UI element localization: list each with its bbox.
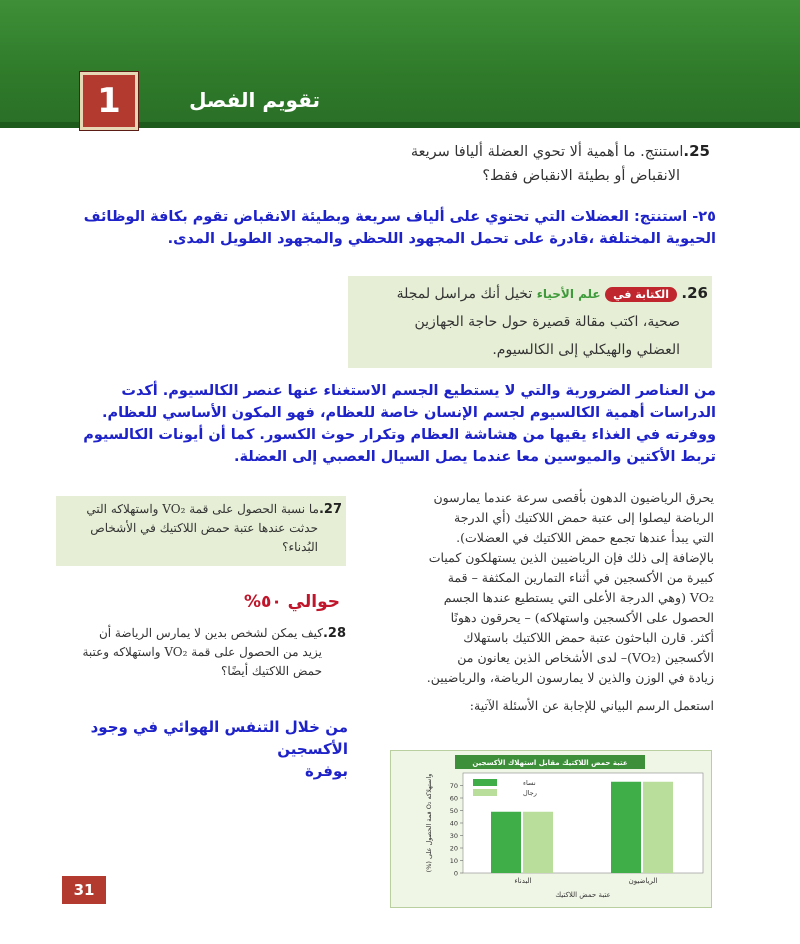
legend-label: رجال <box>523 789 537 797</box>
question-27-line1: 27.ما نسبة الحصول على قمة VO₂ واستهلاكه التي <box>86 502 342 517</box>
question-28-line3: حمض اللاكتيك أيضًا؟ <box>220 664 322 678</box>
x-tick-label: الرياضيون <box>628 877 658 885</box>
y-tick-label: 40 <box>449 819 458 828</box>
answer-26-line3: ووفرته في الغذاء يقيها من هشاشة العظام وتكرار حوث الكسور. كما أن أيونات الكالسيوم <box>83 427 716 443</box>
y-tick-label: 10 <box>449 857 458 865</box>
answer-26 <box>60 380 716 468</box>
question-26-line1: 26. الكتابة في علم الأحياء تخيل أنك مراسل لمجلة <box>396 284 708 302</box>
answer-25-line2: الحيوية المختلفة ،قادرة على تحمل المجهود اللحظي والمجهود الطويل المدى. <box>167 231 716 247</box>
question-25-line2: الانقباض أو بطيئة الانقباض فقط؟ <box>482 168 680 184</box>
question-27 <box>60 500 342 557</box>
bar-men <box>523 812 553 873</box>
passage-line3: التي يبدأ عندها تجمع حمض اللاكتيك في العضلات). <box>456 530 714 545</box>
passage-line4: بالإضافة إلى ذلك فإن الرياضيين الذين يستهلكون كميات <box>428 550 714 565</box>
answer-25 <box>18 206 716 250</box>
answer-28 <box>18 716 348 782</box>
legend-swatch <box>473 779 497 786</box>
question-27-number: 27. <box>318 502 342 517</box>
passage-line5: كبيرة من الأكسجين في أثناء التمارين المكثفة – قمة <box>447 570 714 585</box>
chart-title: عتبة حمض اللاكتيك مقابل استهلاك الأكسجين <box>472 759 628 767</box>
bar-men <box>643 782 673 873</box>
y-tick-label: 60 <box>449 794 458 803</box>
lactic-threshold-chart <box>390 750 712 908</box>
y-axis-label: (%) قمة الحصول على O₂ واستهلاكه <box>425 773 433 873</box>
y-tick-label: 30 <box>449 832 458 840</box>
legend-swatch <box>473 789 497 796</box>
question-27-line2: حدثت عندها عتبة حمض اللاكتيك في الأشخاص <box>90 521 318 535</box>
question-26-line2: صحية، اكتب مقالة قصيرة حول حاجة الجهازين <box>414 314 680 330</box>
y-tick-label: 20 <box>449 844 458 853</box>
x-axis-label: عتبة حمض اللاكتيك <box>555 891 611 899</box>
question-26-number: 26. <box>681 284 708 302</box>
passage-line1: يحرق الرياضيون الدهون بأقصى سرعة عندما يمارسون <box>433 490 714 505</box>
answer-27: حوالي ٥٠% <box>243 592 340 612</box>
answer-28-line1: من خلال التنفس الهوائي في وجود الأكسجين <box>90 718 348 758</box>
y-tick-label: 50 <box>449 807 458 815</box>
legend-label: نساء <box>523 779 536 787</box>
answer-28-line2: بوفرة <box>304 762 348 780</box>
question-25-number: 25. <box>683 142 710 160</box>
passage-line6: VO₂ (وهي الدرجة الأعلى التي يستطيع عندها الجسم <box>443 590 714 605</box>
chart-svg <box>391 751 711 907</box>
chart-instruction: استعمل الرسم البياني للإجابة عن الأسئلة الآتية: <box>469 698 714 713</box>
question-25 <box>330 140 710 188</box>
bar-women <box>491 812 521 873</box>
bar-women <box>611 782 641 873</box>
question-26-line3: العضلي والهيكلي إلى الكالسيوم. <box>492 342 680 358</box>
question-28-line1: 28.كيف يمكن لشخص بدين لا يمارس الرياضة أن <box>98 626 346 641</box>
y-tick-label: 0 <box>453 869 458 878</box>
chapter-title: تقويم الفصل <box>189 88 320 112</box>
passage <box>354 488 714 716</box>
question-26 <box>352 280 708 364</box>
answer-26-line1: من العناصر الضرورية والتي لا يستطيع الجسم الاستغناء عنها عنصر الكالسيوم. أكدت <box>121 383 716 399</box>
question-28-number: 28. <box>322 626 346 641</box>
question-28 <box>56 624 346 681</box>
page-number: 31 <box>62 876 106 904</box>
passage-line10: زيادة في الوزن والذين لا يمارسون الرياضة، والرياضيين. <box>426 670 714 685</box>
question-27-line3: البُدناء؟ <box>282 540 318 554</box>
y-tick-label: 70 <box>449 782 458 790</box>
answer-25-line1: ٢٥- استنتج: العضلات التي تحتوي على ألياف سريعة وبطيئة الانقباض تقوم بكافة الوظائف <box>83 209 716 225</box>
chapter-number-box <box>80 72 138 130</box>
passage-line8: أكثر. قارن الباحثون عتبة حمض اللاكتيك باستهلاك <box>463 630 714 645</box>
chapter-number: 1 <box>97 81 121 121</box>
answer-26-line2: الدراسات أهمية الكالسيوم لجسم الإنسان خاصة للعظام، فهو المكون الأساسي للعظام. <box>101 405 716 421</box>
answer-26-line4: تربط الأكتين والميوسين معا عندما يصل السيال العصبي إلى العضلة. <box>233 449 716 465</box>
x-tick-label: البدناء <box>514 877 532 885</box>
passage-line7: الحصول على الأكسجين واستهلاكه) – يحرقون دهونًا <box>450 610 714 625</box>
passage-line2: الرياضة ليصلوا إلى عتبة حمض اللاكتيك (أي الدرجة <box>454 510 714 525</box>
subject-label: علم الأحياء <box>536 287 601 301</box>
question-25-line1: 25.استنتج. ما أهمية ألا تحوي العضلة أليافا سريعة <box>410 142 710 160</box>
question-28-line2: يزيد من الحصول على قمة VO₂ واستهلاكه وعتبة <box>82 645 322 659</box>
passage-line9: الأكسجين (VO₂)– لدى الأشخاص الذين يعانون من <box>457 650 714 665</box>
writing-badge: الكتابة في <box>605 287 677 302</box>
